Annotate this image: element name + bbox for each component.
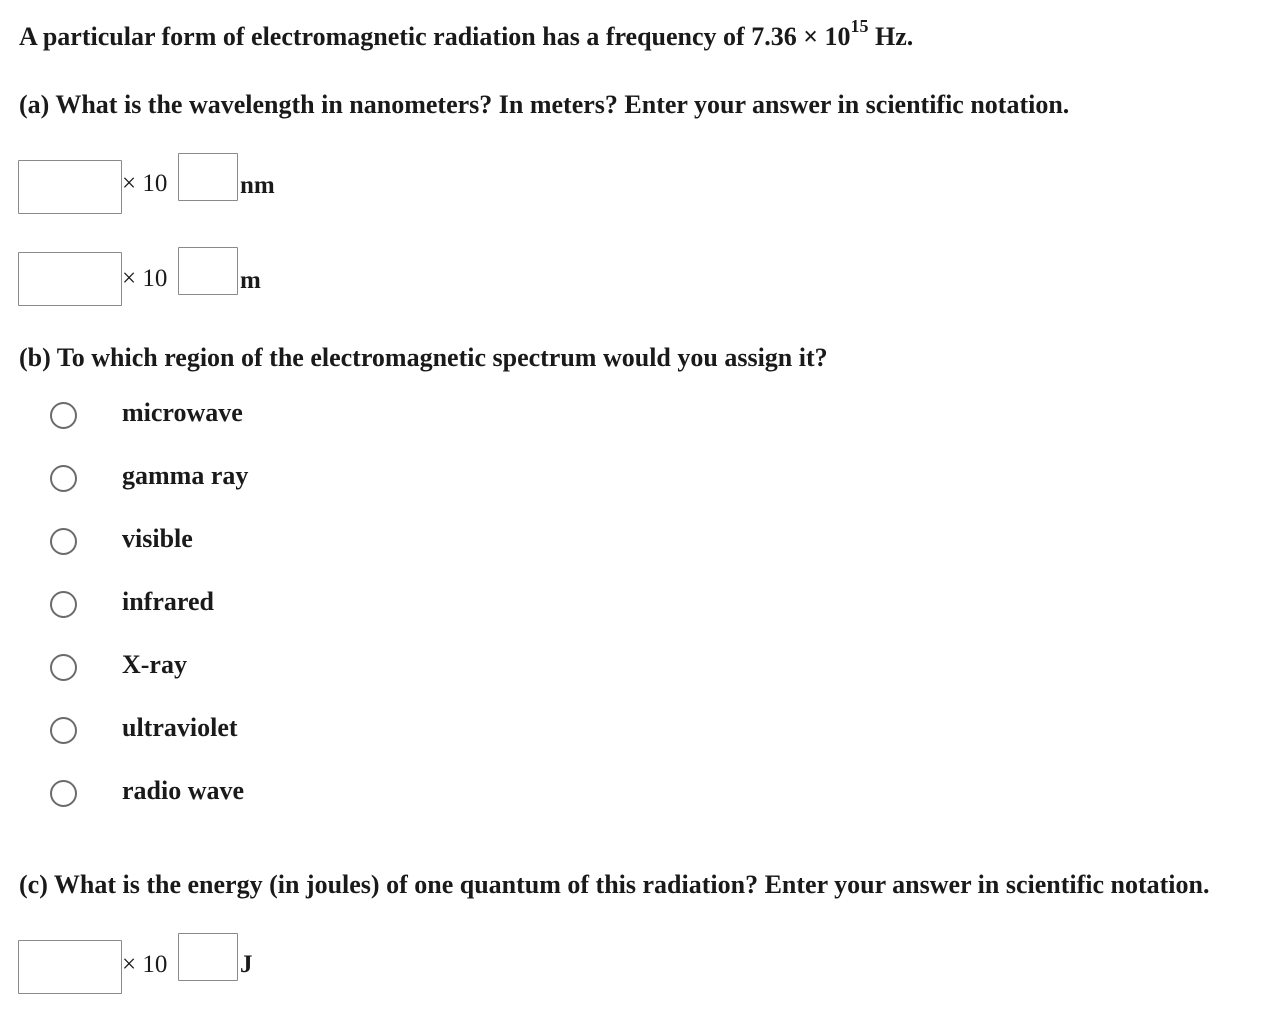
problem-statement: [19, 16, 914, 53]
wavelength-m-answer: [18, 252, 418, 308]
radio-button[interactable]: [50, 402, 77, 429]
radio-option-infrared[interactable]: [50, 587, 450, 620]
times-ten-label: × 10: [122, 951, 168, 978]
part-a-question: (a) What is the wavelength in nanometers? In meters? Enter your answer in scientific notation.: [19, 90, 1070, 119]
radio-option-visible[interactable]: [50, 524, 450, 557]
radio-option-label: gamma ray: [122, 461, 249, 490]
wavelength-m-coefficient-input[interactable]: [18, 252, 122, 306]
radio-button[interactable]: [50, 465, 77, 492]
wavelength-nm-answer: [18, 160, 418, 216]
radio-option-label: microwave: [122, 398, 243, 427]
wavelength-m-exponent-input[interactable]: [178, 247, 238, 295]
unit-label-nm: nm: [240, 172, 275, 199]
radio-option-label: radio wave: [122, 776, 245, 805]
radio-option-label: infrared: [122, 587, 214, 616]
frequency-exponent: 15: [850, 16, 869, 37]
part-b-question: (b) To which region of the electromagnetic spectrum would you assign it?: [19, 343, 828, 372]
radio-button[interactable]: [50, 591, 77, 618]
part-c-question: (c) What is the energy (in joules) of one quantum of this radiation? Enter your answer in scientific notation.: [19, 870, 1210, 899]
energy-exponent-input[interactable]: [178, 933, 238, 981]
unit-label-m: m: [240, 267, 261, 294]
radio-option-label: X-ray: [122, 650, 187, 679]
times-ten-label: × 10: [122, 170, 168, 197]
wavelength-nm-exponent-input[interactable]: [178, 153, 238, 201]
radio-button[interactable]: [50, 780, 77, 807]
radio-option-label: visible: [122, 524, 193, 553]
energy-answer: [18, 940, 418, 996]
times-ten-label: × 10: [122, 265, 168, 292]
radio-option-microwave[interactable]: [50, 398, 450, 431]
radio-button[interactable]: [50, 528, 77, 555]
radio-option-label: ultraviolet: [122, 713, 238, 742]
radio-button[interactable]: [50, 717, 77, 744]
radio-option-ultraviolet[interactable]: [50, 713, 450, 746]
radio-option-radio-wave[interactable]: [50, 776, 450, 809]
frequency-text: A particular form of electromagnetic radiation has a frequency of 7.36 × 10: [19, 22, 851, 51]
radio-option-x-ray[interactable]: [50, 650, 450, 683]
wavelength-nm-coefficient-input[interactable]: [18, 160, 122, 214]
unit-label-j: J: [240, 951, 253, 978]
radio-button[interactable]: [50, 654, 77, 681]
energy-coefficient-input[interactable]: [18, 940, 122, 994]
frequency-unit: Hz.: [868, 22, 914, 51]
radio-option-gamma-ray[interactable]: [50, 461, 450, 494]
